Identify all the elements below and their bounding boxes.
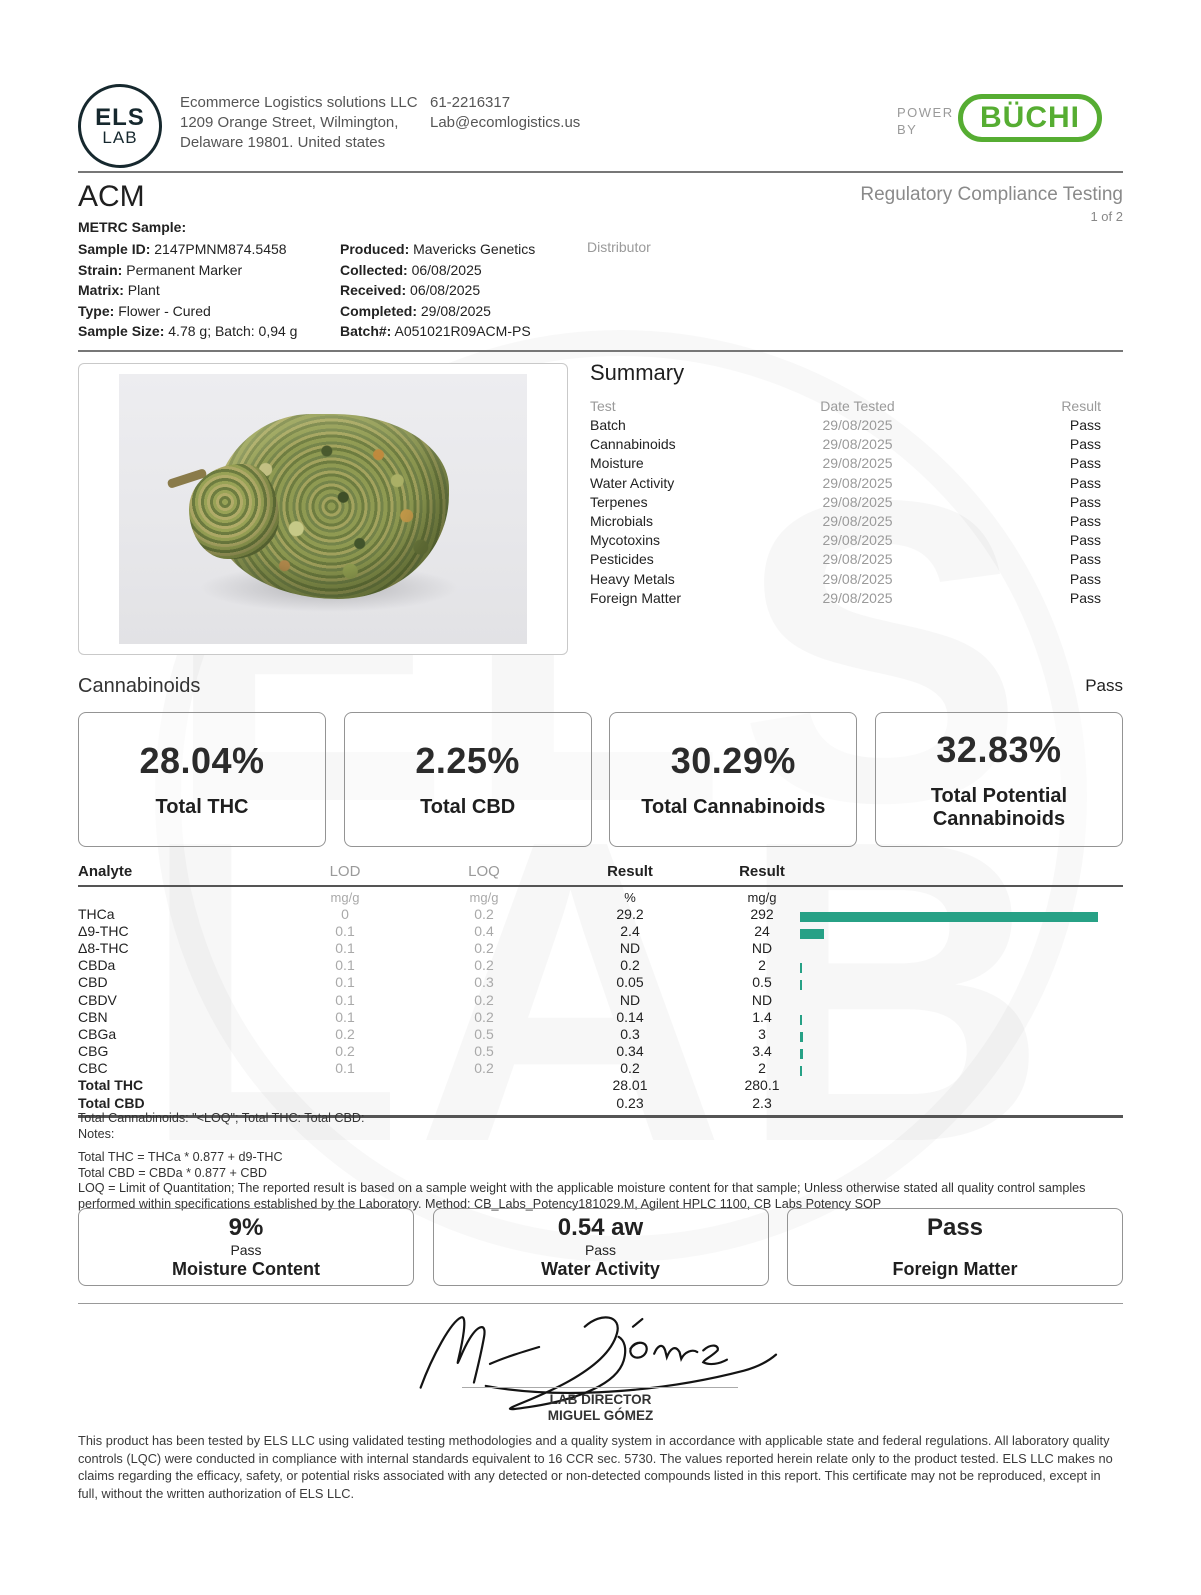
completed-label: Completed: xyxy=(340,302,417,319)
test-name: Mycotoxins xyxy=(590,532,661,549)
unit-loq: mg/g xyxy=(469,889,499,905)
analyte-name: Total CBD xyxy=(78,1094,145,1111)
unit-lod: mg/g xyxy=(330,889,360,905)
test-name: Water Activity xyxy=(590,474,675,491)
analyte-row: CBN 0.1 0.2 0.14 1.4 xyxy=(78,1008,1123,1025)
received-row xyxy=(340,280,535,301)
strain-row xyxy=(78,260,297,281)
cannabis-bud-lobe xyxy=(189,464,279,559)
sample-id-value: 2147PMNM874.5458 xyxy=(154,241,287,257)
test-date: 29/08/2025 xyxy=(822,455,893,472)
result-bar xyxy=(800,912,1098,922)
batch-label: Batch#: xyxy=(340,323,392,339)
note-total-cannabinoids: Total Cannabinoids: "<LOQ"; Total THC: Total CBD: xyxy=(78,1111,365,1125)
analyte-row: CBD 0.1 0.3 0.05 0.5 xyxy=(78,974,1123,991)
water-activity-box xyxy=(433,1208,769,1286)
summary-row xyxy=(590,513,1101,532)
sample-meta-left xyxy=(78,239,297,342)
summary-col-result: Result xyxy=(1061,398,1101,414)
note-formula-thc: Total THC = THCa * 0.877 + d9-THC xyxy=(78,1150,283,1164)
sample-photo xyxy=(119,374,527,644)
foreign-matter-value: Pass xyxy=(926,1213,984,1241)
test-result: Pass xyxy=(1069,551,1101,568)
result-bar xyxy=(800,1049,803,1059)
strain-label: Strain: xyxy=(78,261,123,278)
company-state: Delaware 19801. United states xyxy=(180,134,386,151)
test-name: Foreign Matter xyxy=(590,589,682,606)
test-result: Pass xyxy=(1069,455,1101,472)
summary-row xyxy=(590,436,1101,455)
stat-label: Total CBD xyxy=(420,796,516,818)
moisture-status: Pass xyxy=(230,1241,262,1258)
analyte-name: CBDa xyxy=(78,957,116,974)
result-bar xyxy=(800,963,802,973)
test-name: Microbials xyxy=(590,512,654,529)
test-date: 29/08/2025 xyxy=(822,570,893,587)
collected-label: Collected: xyxy=(340,261,408,278)
sample-size-row xyxy=(78,321,297,342)
divider-header xyxy=(78,171,1123,173)
sample-photo-frame xyxy=(78,363,568,655)
logo-els-text: ELS xyxy=(95,103,145,131)
summary-section xyxy=(590,360,1101,609)
distributor-label: Distributor xyxy=(587,239,651,255)
company-address xyxy=(180,93,418,153)
test-result: Pass xyxy=(1069,417,1101,433)
test-result: Pass xyxy=(1069,493,1101,510)
received-label: Received: xyxy=(340,282,407,298)
power-by-label: POWER BY xyxy=(897,105,954,137)
logo-lab-text: LAB xyxy=(102,127,138,147)
matrix-row xyxy=(78,280,297,301)
test-date: 29/08/2025 xyxy=(822,532,893,549)
matrix-value: Plant xyxy=(127,282,160,298)
test-name: Terpenes xyxy=(590,493,648,510)
analyte-name: Total THC xyxy=(78,1077,144,1094)
summary-row xyxy=(590,475,1101,494)
collected-row xyxy=(340,260,535,281)
unit-mgg: mg/g xyxy=(747,889,777,905)
lab-contact xyxy=(430,93,580,133)
matrix-label: Matrix: xyxy=(78,282,124,298)
summary-row xyxy=(590,551,1101,570)
test-result: Pass xyxy=(1069,532,1101,549)
test-date: 29/08/2025 xyxy=(822,551,893,568)
type-label: Type: xyxy=(78,302,115,319)
summary-row xyxy=(590,417,1101,436)
summary-header-row xyxy=(590,398,1101,417)
test-date: 29/08/2025 xyxy=(822,493,893,510)
note-loq-method: LOQ = Limit of Quantitation; The reported result is based on a sample weight with the applicable moisture content for that sample; Unless otherwise stated all quality control samples performed within specifications established by the Laboratory. Method: CB_Labs_Potency181029.M, Agilent HPLC 1100, CB Labs Potency SOP xyxy=(78,1181,1086,1211)
analyte-name: CBD xyxy=(78,974,108,991)
test-name: Batch xyxy=(590,417,626,433)
analyte-row: CBG 0.2 0.5 0.34 3.4 xyxy=(78,1043,1123,1060)
analyte-name: CBN xyxy=(78,1008,108,1025)
analyte-table xyxy=(78,860,1123,1118)
summary-row xyxy=(590,494,1101,513)
received-value: 06/08/2025 xyxy=(410,282,481,298)
test-result: Pass xyxy=(1069,589,1101,606)
analyte-total-row: Total THC 28.01 280.1 xyxy=(78,1077,780,1094)
stat-value: 30.29% xyxy=(670,740,796,781)
analyte-row: THCa 0 0.2 29.2 292 xyxy=(78,905,1123,922)
collected-value: 06/08/2025 xyxy=(411,261,482,278)
summary-row xyxy=(590,590,1101,609)
company-name: Ecommerce Logistics solutions LLC xyxy=(180,94,418,111)
test-name: Pesticides xyxy=(590,551,654,568)
stat-label: Total THC xyxy=(155,796,249,818)
notes-label: Notes: xyxy=(78,1126,115,1141)
bottom-result-boxes xyxy=(78,1208,1123,1286)
legal-disclaimer: This product has been tested by ELS LLC using validated testing methodologies and a quality system in accordance with applicable state and federal regulations. All laboratory quality controls (LQC) were conducted in compliance with internal standards equivalent to 16 CCR sec. 5730. The values reported herein relate only to the product tested. ELS LLC makes no claims regarding the efficacy, safety, or potential risks associated with any detected or non-detected compounds listed in this report. This certificate may not be reproduced, except in full, without the written authorization of ELS LLC. xyxy=(78,1433,1113,1501)
page-number: 1 of 2 xyxy=(1090,209,1123,224)
col-result-mgg: Result xyxy=(739,862,785,880)
result-bar xyxy=(800,1015,802,1025)
buchi-logo: BÜCHI xyxy=(958,94,1102,142)
stat-label: Total Cannabinoids xyxy=(641,796,826,818)
col-result-pct: Result xyxy=(607,862,653,880)
col-bar xyxy=(800,866,1123,876)
type-value: Flower - Cured xyxy=(118,302,211,319)
lab-director-title: LAB DIRECTOR xyxy=(549,1392,652,1407)
test-date: 29/08/2025 xyxy=(822,474,893,491)
analyte-name: CBGa xyxy=(78,1025,117,1042)
test-result: Pass xyxy=(1069,512,1101,529)
sample-id-row xyxy=(78,239,297,260)
stat-label: Total Potential Cannabinoids xyxy=(930,784,1068,830)
summary-row xyxy=(590,571,1101,590)
table-header-divider xyxy=(78,885,1123,887)
client-name: ACM xyxy=(78,180,145,213)
analyte-row: CBGa 0.2 0.5 0.3 3 xyxy=(78,1025,1123,1042)
test-result: Pass xyxy=(1069,436,1101,453)
analyte-row: Δ9-THC 0.1 0.4 2.4 24 xyxy=(78,922,1123,939)
els-lab-logo xyxy=(78,84,162,168)
lab-director-name: MIGUEL GÓMEZ xyxy=(547,1408,654,1423)
result-bar xyxy=(800,929,824,939)
report-title: Regulatory Compliance Testing xyxy=(860,184,1123,205)
col-analyte: Analyte xyxy=(78,862,133,880)
stat-value: 2.25% xyxy=(415,740,520,781)
moisture-value: 9% xyxy=(228,1213,264,1241)
summary-row xyxy=(590,532,1101,551)
lab-phone: 61-2216317 xyxy=(430,94,511,111)
analyte-name: CBC xyxy=(78,1060,108,1077)
summary-col-date: Date Tested xyxy=(820,398,895,414)
foreign-matter-box xyxy=(787,1208,1123,1286)
test-date: 29/08/2025 xyxy=(822,512,893,529)
water-activity-label: Water Activity xyxy=(541,1258,660,1279)
summary-row xyxy=(590,455,1101,474)
sample-size-label: Sample Size: xyxy=(78,323,165,339)
produced-row xyxy=(340,239,535,260)
stat-value: 32.83% xyxy=(936,728,1062,770)
stat-value: 28.04% xyxy=(139,740,265,781)
analyte-row: CBC 0.1 0.2 0.2 2 xyxy=(78,1060,1123,1077)
test-name: Moisture xyxy=(590,455,644,472)
water-activity-status: Pass xyxy=(584,1241,617,1258)
test-date: 29/08/2025 xyxy=(822,589,893,606)
result-bar xyxy=(800,980,802,990)
test-name: Heavy Metals xyxy=(590,570,675,587)
analyte-name: Δ9-THC xyxy=(78,922,129,939)
stat-total-cannabinoids xyxy=(609,712,857,847)
cannabinoids-status: Pass xyxy=(1085,676,1123,695)
result-bar xyxy=(800,1032,803,1042)
analyte-name: CBDV xyxy=(78,991,117,1008)
analyte-name: Δ8-THC xyxy=(78,939,129,956)
foreign-matter-label: Foreign Matter xyxy=(892,1258,1018,1279)
note-formula-cbd: Total CBD = CBDa * 0.877 + CBD xyxy=(78,1165,267,1180)
completed-value: 29/08/2025 xyxy=(420,302,491,319)
signature-line xyxy=(462,1387,738,1388)
analyte-row: Δ8-THC 0.1 0.2 ND ND xyxy=(78,939,773,956)
moisture-content-box xyxy=(78,1208,414,1286)
test-result: Pass xyxy=(1069,474,1101,491)
analyte-row: CBDa 0.1 0.2 0.2 2 xyxy=(78,957,1123,974)
test-name: Cannabinoids xyxy=(590,436,676,453)
col-lod: LOD xyxy=(329,862,361,880)
analyte-header-row xyxy=(78,860,1123,882)
metrc-sample-label: METRC Sample: xyxy=(78,219,187,235)
analyte-units-row xyxy=(78,889,1123,905)
analyte-row: CBDV 0.1 0.2 ND ND xyxy=(78,991,773,1008)
test-result: Pass xyxy=(1069,570,1101,587)
sample-size-value: 4.78 g; Batch: 0,94 g xyxy=(168,323,298,339)
result-bar xyxy=(800,1066,802,1076)
cannabinoids-section-title: Cannabinoids xyxy=(78,675,201,697)
completed-row xyxy=(340,301,535,322)
col-loq: LOQ xyxy=(468,862,500,880)
cannabinoid-stats xyxy=(78,712,1123,847)
analyte-name: THCa xyxy=(78,905,115,922)
divider-sample xyxy=(78,350,1123,352)
produced-label: Produced: xyxy=(340,241,410,257)
stat-total-potential xyxy=(875,712,1123,847)
notes-section xyxy=(78,1111,1123,1212)
stat-total-cbd xyxy=(344,712,592,847)
water-activity-value: 0.54 aw xyxy=(557,1213,644,1241)
company-street: 1209 Orange Street, Wilmington, xyxy=(180,114,399,131)
analyte-name: CBG xyxy=(78,1043,109,1060)
analyte-total-row: Total CBD 0.23 2.3 xyxy=(78,1094,772,1111)
test-date: 29/08/2025 xyxy=(822,436,893,453)
summary-title: Summary xyxy=(590,360,685,385)
summary-col-test: Test xyxy=(590,398,616,414)
stat-total-thc xyxy=(78,712,326,847)
unit-pct: % xyxy=(624,889,636,905)
lab-email: Lab@ecomlogistics.us xyxy=(430,114,581,131)
batch-row xyxy=(340,321,535,342)
batch-value: A051021R09ACM-PS xyxy=(394,323,531,339)
produced-value: Mavericks Genetics xyxy=(413,241,536,257)
moisture-label: Moisture Content xyxy=(172,1258,320,1279)
sample-meta-mid xyxy=(340,239,535,342)
strain-value: Permanent Marker xyxy=(126,261,243,278)
test-date: 29/08/2025 xyxy=(822,417,893,433)
type-row xyxy=(78,301,297,322)
sample-id-label: Sample ID: xyxy=(78,241,151,257)
